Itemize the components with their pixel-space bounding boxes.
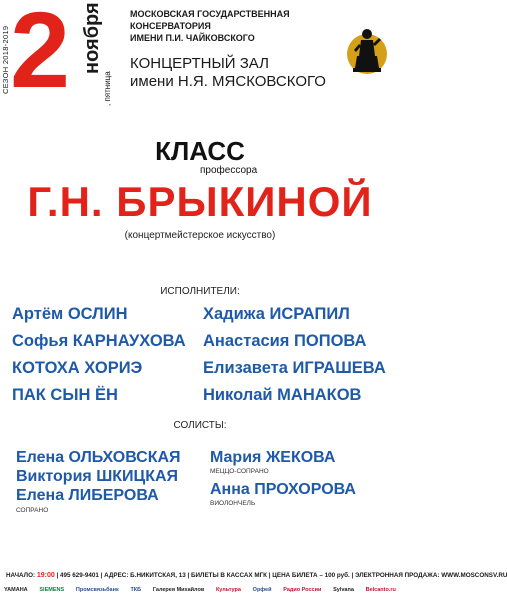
soloist-name: Анна ПРОХОРОВА [210, 481, 356, 498]
performer-name: Хадижа ИСРАПИЛ [203, 305, 350, 323]
sponsor-logo: Belcanto.ru [365, 587, 396, 593]
soloist-voice: МЕЦЦО-СОПРАНО [210, 468, 269, 475]
sponsor-logo: SIEMENS [39, 587, 65, 593]
soloists-heading: СОЛИСТЫ: [173, 420, 227, 431]
performer-name: Анастасия ПОПОВА [203, 332, 367, 350]
soloist-name: Мария ЖЕКОВА [210, 449, 336, 466]
footer-details: | 495 629-9401 | АДРЕС: Б.НИКИТСКАЯ, 13 | БИЛЕТЫ В КАССАХ МГК | ЦЕНА БИЛЕТА – 100 руб. | ЭЛЕКТРОННАЯ ПРОДАЖА: WWW.MOSCONSV.RU [56, 572, 507, 579]
class-title: КЛАСС [155, 136, 245, 166]
performer-name: Николай МАНАКОВ [203, 386, 362, 404]
sponsor-logo: Радио России [283, 587, 322, 593]
sponsor-logo: ТКБ [130, 587, 142, 593]
soloist-voice: СОПРАНО [16, 507, 49, 514]
performers-heading: ИСПОЛНИТЕЛИ: [160, 286, 240, 297]
performer-name: ПАК СЫН ЁН [12, 386, 118, 404]
soloist-name: Елена ЛИБЕРОВА [16, 487, 159, 504]
sponsor-strip [4, 584, 396, 596]
sponsor-logo: YAMAHA [4, 587, 28, 593]
specialty-note: (концертмейстерское искусство) [124, 230, 276, 241]
sponsor-logo: Промсвязьбанк [75, 587, 119, 593]
tchaikovsky-monument-icon [345, 14, 389, 80]
start-time: 19:00 [36, 572, 55, 579]
performer-name: Софья КАРНАУХОВА [12, 332, 186, 350]
sponsor-logo: Орфей [252, 587, 272, 593]
concert-month: ноября [81, 2, 103, 74]
footer-info [6, 572, 507, 579]
sponsor-logo: Sylvana [333, 587, 354, 593]
performer-name: Елизавета ИГРАШЕВА [203, 359, 386, 377]
concert-weekday: , пятница [103, 71, 112, 106]
start-label: НАЧАЛО: [6, 572, 36, 579]
concert-day: 2 [10, 0, 67, 110]
professor-label: профессора [200, 165, 258, 176]
hall-line: имени Н.Я. МЯСКОВСКОГО [130, 73, 326, 90]
soloist-name: Елена ОЛЬХОВСКАЯ [16, 449, 181, 466]
season-label: СЕЗОН 2018-2019 [1, 25, 10, 95]
professor-name: Г.Н. БРЫКИНОЙ [27, 178, 373, 225]
soloist-name: Виктория ШКИЦКАЯ [16, 468, 179, 485]
conservatory-line: МОСКОВСКАЯ ГОСУДАРСТВЕННАЯ [130, 9, 290, 19]
sponsor-logo: Культура [215, 587, 241, 593]
sponsor-logo: Галерея Михайлов [152, 587, 205, 593]
soloist-instrument: ВИОЛОНЧЕЛЬ [210, 500, 256, 507]
hall-name [130, 55, 326, 91]
conservatory-line: ИМЕНИ П.И. ЧАЙКОВСКОГО [130, 33, 255, 43]
conservatory-name [130, 8, 290, 44]
performer-name: Артём ОСЛИН [12, 305, 128, 323]
hall-line: КОНЦЕРТНЫЙ ЗАЛ [130, 55, 269, 72]
performer-name: КОТОХА ХОРИЭ [12, 359, 143, 377]
conservatory-line: КОНСЕРВАТОРИЯ [130, 21, 211, 31]
